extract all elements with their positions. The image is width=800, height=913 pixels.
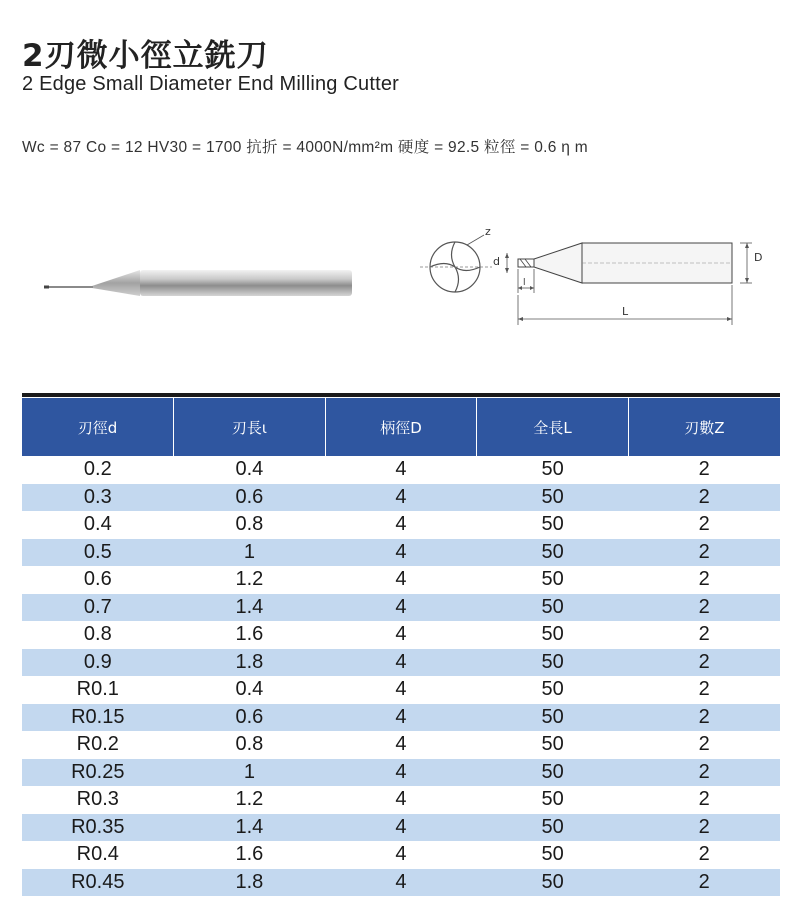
table-cell: 2: [628, 704, 780, 732]
table-cell: 50: [477, 704, 629, 732]
header-overall-length: 全長L: [477, 398, 629, 456]
table-cell: 2: [698, 623, 710, 646]
D-label: D: [754, 251, 763, 264]
table-cell: 0.6: [83, 568, 112, 591]
page-title-en: 2 Edge Small Diameter End Milling Cutter: [22, 73, 400, 95]
specification-table: [22, 398, 780, 896]
header-flute-count: 刃數Z: [628, 398, 780, 456]
table-cell: 0.7: [22, 594, 174, 622]
table-cell: 0.4: [235, 458, 264, 481]
table-cell: 4: [395, 513, 407, 536]
table-row: [22, 484, 780, 512]
table-cell: 0.6: [174, 484, 326, 512]
table-cell: 4: [325, 484, 477, 512]
z-label: z: [485, 225, 491, 238]
table-cell: 50: [477, 594, 629, 622]
table-cell: 4: [325, 539, 477, 567]
table-cell: 0.4: [83, 513, 112, 536]
table-cell: 4: [395, 733, 407, 756]
table-cell: 0.9: [22, 649, 174, 677]
table-row: [22, 814, 780, 842]
table-cell: 50: [477, 484, 629, 512]
table-cell: R0.35: [22, 814, 174, 842]
table-row: [22, 566, 780, 594]
table-cell: 4: [325, 649, 477, 677]
table-row: [22, 704, 780, 732]
table-row: [22, 649, 780, 677]
table-cell: 4: [395, 788, 407, 811]
table-cell: 2: [628, 649, 780, 677]
table-cell: 4: [395, 568, 407, 591]
table-cell: 50: [477, 814, 629, 842]
material-specs: Wc = 87 Co = 12 HV30 = 1700 抗折 = 4000N/mm²m 硬度 = 92.5 粒徑 = 0.6 η m: [22, 139, 588, 156]
table-cell: 2: [698, 733, 710, 756]
table-row: [22, 456, 780, 484]
header-cutting-length: 刃長ι: [174, 398, 326, 456]
table-cell: R0.25: [22, 759, 174, 787]
table-cell: 1.8: [174, 869, 326, 897]
table-row: [22, 731, 780, 759]
table-cell: 2: [698, 458, 710, 481]
table-cell: 50: [541, 843, 564, 866]
table-cell: 2: [628, 539, 780, 567]
table-cell: 4: [325, 869, 477, 897]
table-cell: 50: [477, 869, 629, 897]
table-row: [22, 786, 780, 814]
table-cell: 2: [628, 594, 780, 622]
table-cell: 50: [541, 513, 564, 536]
table-cell: 2: [628, 869, 780, 897]
table-row: [22, 539, 780, 567]
table-cell: 1.2: [235, 568, 264, 591]
table-cell: 0.2: [83, 458, 112, 481]
l-label: l: [523, 278, 526, 288]
table-cell: 50: [477, 759, 629, 787]
table-cell: R0.3: [76, 788, 119, 811]
table-row: [22, 841, 780, 869]
L-label: L: [622, 305, 629, 318]
header-cutting-diameter: 刃徑d: [22, 398, 174, 456]
table-row: [22, 759, 780, 787]
table-cell: 4: [325, 814, 477, 842]
table-row: [22, 594, 780, 622]
table-cell: 2: [628, 814, 780, 842]
table-row: [22, 676, 780, 704]
table-cell: 50: [541, 788, 564, 811]
table-cell: 50: [541, 623, 564, 646]
table-top-rule: [22, 393, 780, 397]
table-cell: 2: [628, 484, 780, 512]
table-cell: 2: [698, 678, 710, 701]
table-cell: 0.8: [83, 623, 112, 646]
table-cell: 1.4: [174, 594, 326, 622]
page-title-cn: 2刃微小徑立銑刀: [22, 38, 269, 74]
table-row: [22, 621, 780, 649]
table-cell: 0.4: [235, 678, 264, 701]
table-cell: 1.8: [174, 649, 326, 677]
table-cell: 4: [325, 704, 477, 732]
table-cell: 4: [325, 759, 477, 787]
table-cell: R0.45: [22, 869, 174, 897]
end-mill-drawing: [410, 215, 780, 330]
table-cell: R0.2: [76, 733, 119, 756]
table-cell: R0.4: [76, 843, 119, 866]
table-row: [22, 869, 780, 897]
table-cell: 50: [541, 678, 564, 701]
table-cell: R0.15: [22, 704, 174, 732]
table-cell: 0.6: [174, 704, 326, 732]
table-cell: 2: [628, 759, 780, 787]
table-cell: 1.6: [235, 843, 264, 866]
table-cell: 50: [541, 568, 564, 591]
d-label: d: [493, 255, 500, 268]
table-cell: 4: [395, 678, 407, 701]
table-cell: 4: [395, 623, 407, 646]
table-cell: 4: [325, 594, 477, 622]
table-cell: 1.2: [235, 788, 264, 811]
table-cell: 1: [174, 539, 326, 567]
table-cell: 4: [395, 843, 407, 866]
header-shank-diameter: 柄徑D: [325, 398, 477, 456]
table-cell: 1.6: [235, 623, 264, 646]
table-cell: 0.8: [235, 733, 264, 756]
table-cell: 50: [541, 458, 564, 481]
table-row: [22, 511, 780, 539]
table-cell: R0.1: [76, 678, 119, 701]
table-cell: 50: [477, 539, 629, 567]
table-cell: 0.5: [22, 539, 174, 567]
table-body: [22, 456, 780, 896]
table-cell: 0.3: [22, 484, 174, 512]
table-cell: 2: [698, 568, 710, 591]
table-cell: 1: [174, 759, 326, 787]
table-cell: 0.8: [235, 513, 264, 536]
table-cell: 50: [477, 649, 629, 677]
table-cell: 2: [698, 788, 710, 811]
end-mill-photo: [40, 255, 360, 305]
table-header-row: [22, 398, 780, 456]
table-cell: 50: [541, 733, 564, 756]
table-cell: 2: [698, 513, 710, 536]
table-cell: 2: [698, 843, 710, 866]
table-cell: 1.4: [174, 814, 326, 842]
table-cell: 4: [395, 458, 407, 481]
